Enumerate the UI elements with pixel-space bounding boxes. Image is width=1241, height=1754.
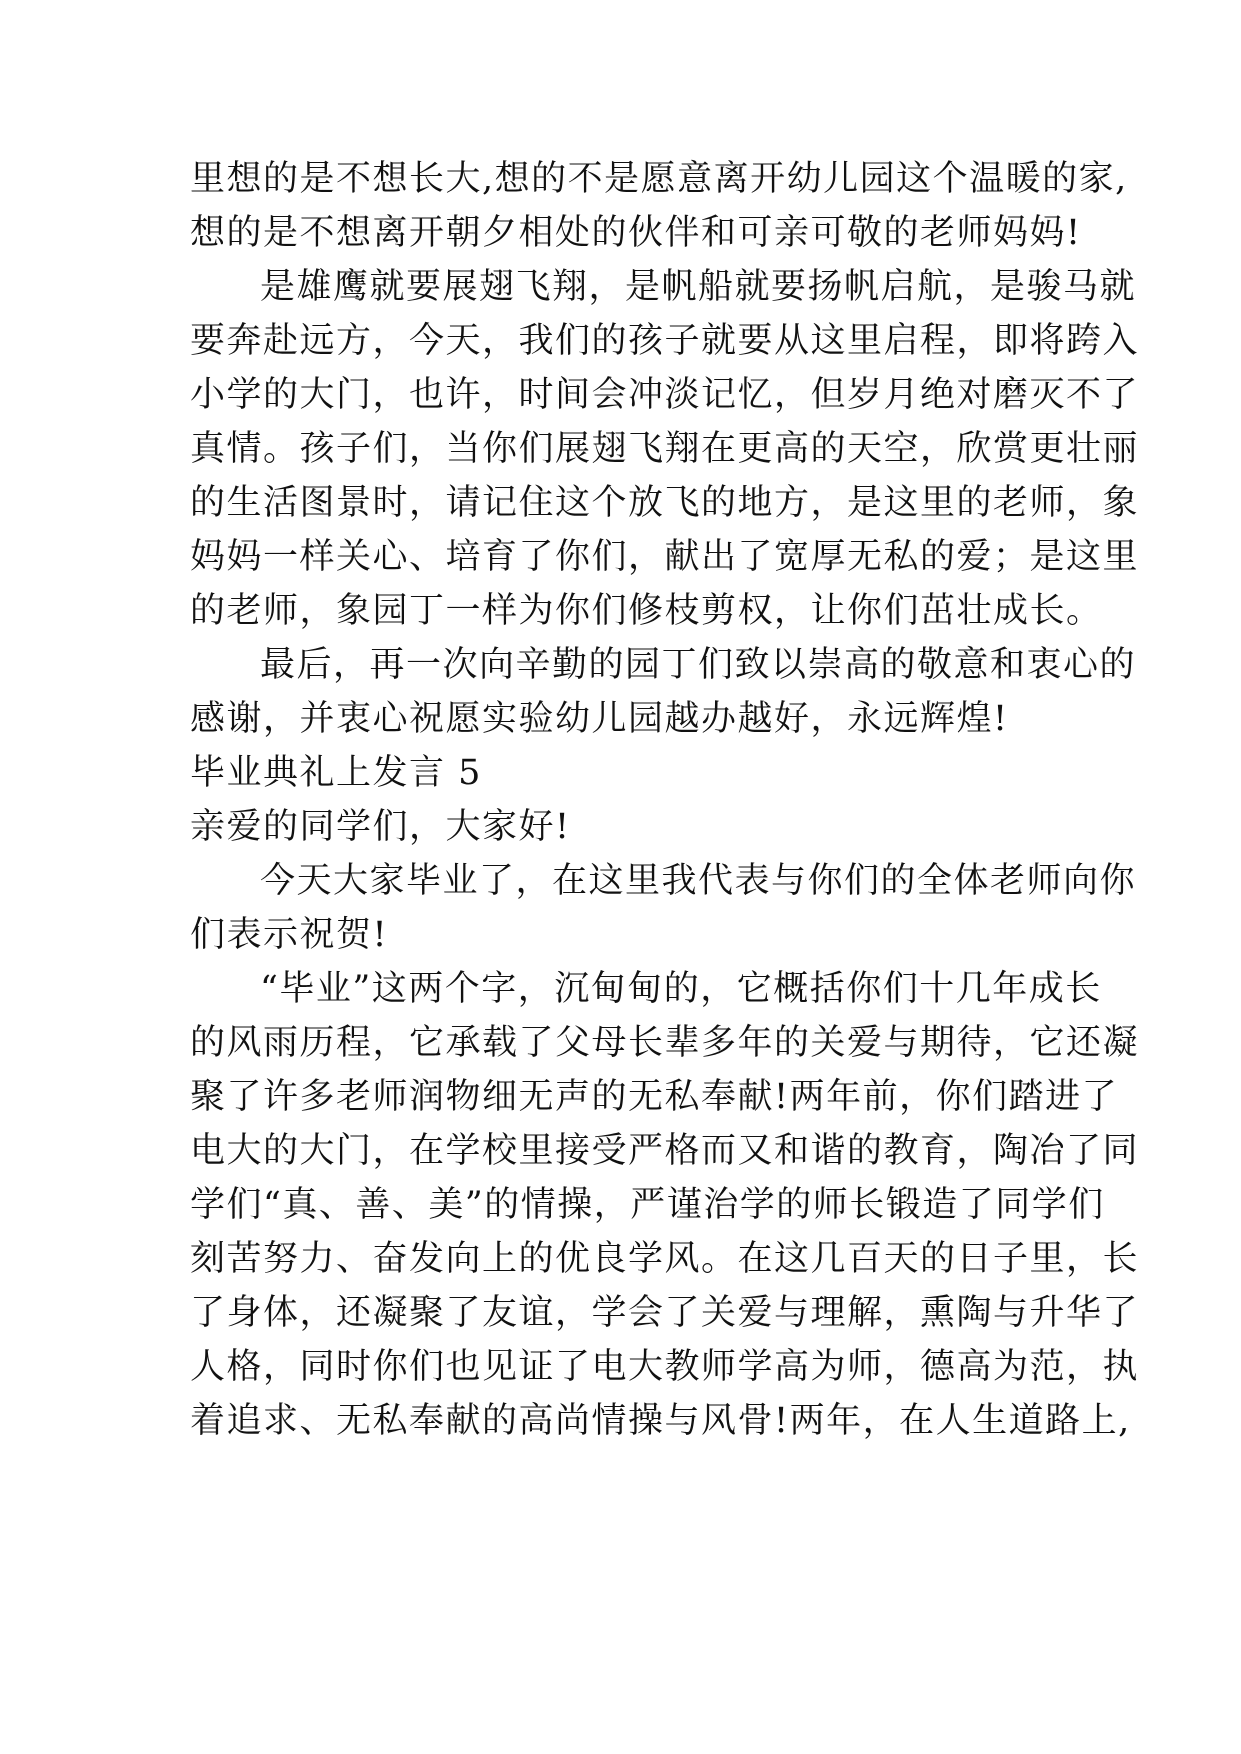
text-line: 电大的大门，在学校里接受严格而又和谐的教育，陶冶了同 (190, 1131, 1140, 1171)
text-line: 感谢，并衷心祝愿实验幼儿园越办越好，永远辉煌! (190, 699, 1009, 739)
paragraph-first-line: “毕业”这两个字，沉甸甸的，它概括你们十几年成长 (260, 969, 1102, 1009)
text-line: 们表示祝贺! (190, 915, 389, 955)
paragraph-first-line: 今天大家毕业了，在这里我代表与你们的全体老师向你 (260, 861, 1137, 901)
text-line: 想的是不想离开朝夕相处的伙伴和可亲可敬的老师妈妈! (190, 213, 1082, 253)
text-line: 聚了许多老师润物细无声的无私奉献!两年前，你们踏进了 (190, 1077, 1119, 1117)
salutation: 亲爱的同学们，大家好! (190, 807, 571, 847)
text-line: 刻苦努力、奋发向上的优良学风。在这几百天的日子里，长 (190, 1239, 1140, 1279)
document-body (190, 152, 1140, 1448)
text-line: 的风雨历程，它承载了父母长辈多年的关爱与期待，它还凝 (190, 1023, 1140, 1063)
text-line: 的老师，象园丁一样为你们修枝剪权，让你们茁壮成长。 (190, 591, 1103, 631)
paragraph-first-line: 是雄鹰就要展翅飞翔，是帆船就要扬帆启航，是骏马就 (260, 267, 1137, 307)
text-line: 真情。孩子们，当你们展翅飞翔在更高的天空，欣赏更壮丽 (190, 429, 1140, 469)
text-line: 了身体，还凝聚了友谊，学会了关爱与理解，熏陶与升华了 (190, 1293, 1140, 1333)
text-line: 学们“真、善、美”的情操，严谨治学的师长锻造了同学们 (190, 1185, 1105, 1225)
text-line: 小学的大门，也许，时间会冲淡记忆，但岁月绝对磨灭不了 (190, 375, 1140, 415)
text-line: 要奔赴远方，今天，我们的孩子就要从这里启程，即将跨入 (190, 321, 1140, 361)
text-line: 妈妈一样关心、培育了你们，献出了宽厚无私的爱；是这里 (190, 537, 1140, 577)
text-line: 的生活图景时，请记住这个放飞的地方，是这里的老师，象 (190, 483, 1140, 523)
text-line: 人格，同时你们也见证了电大教师学高为师，德高为范，执 (190, 1347, 1140, 1387)
text-line: 着追求、无私奉献的高尚情操与风骨!两年，在人生道路上, (190, 1401, 1131, 1441)
section-heading: 毕业典礼上发言 5 (190, 753, 482, 793)
paragraph-first-line: 最后，再一次向辛勤的园丁们致以崇高的敬意和衷心的 (260, 645, 1137, 685)
text-line: 里想的是不想长大,想的不是愿意离开幼儿园这个温暖的家, (190, 159, 1128, 199)
